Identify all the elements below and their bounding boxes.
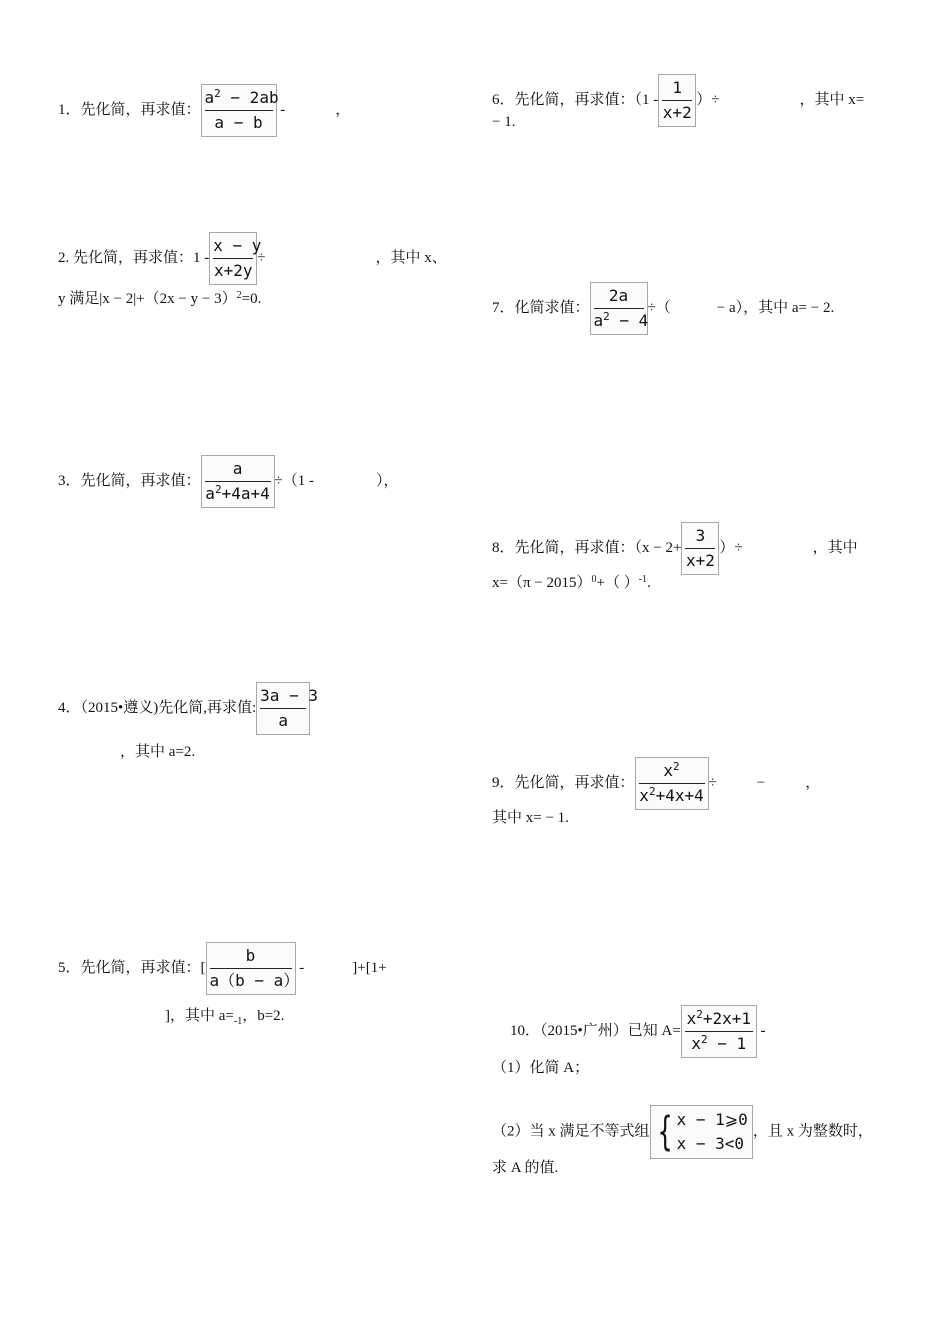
problem-8-line2: $x=(\pi - 2015)^0+$（ ）$^{-1}$.	[492, 574, 651, 591]
problem-10-q2-line2: 求 A 的值.	[492, 1160, 559, 1176]
problem-7-fraction: $\frac{2a}{a^2 - 4}$	[590, 282, 648, 335]
problem-1: 1．先化简，再求值： $\frac{a^2 - 2ab}{a - b}$ - ，	[58, 84, 350, 137]
problem-6-fraction: $\frac{1}{x+2}$	[658, 74, 696, 127]
problem-4: 4．（2015•遵义)先化简,再求值: $\frac{3a - 3}{a}$	[58, 682, 310, 735]
problem-3: 3．先化简，再求值： $\frac{a}{a^2+4a+4}$ ÷（1 - ），	[58, 455, 399, 508]
problem-1-text: 1．先化简，再求值：	[58, 101, 201, 118]
problem-9: 9．先化简，再求值： $\frac{x^2}{x^2+4x+4}$ ÷ − ，	[492, 757, 820, 810]
problem-1-fraction: $\frac{a^2 - 2ab}{a - b}$	[201, 84, 277, 137]
problem-2-line2: y 满足$|x - 2|+(2x - y - 3)^2=0$.	[58, 290, 262, 307]
problem-5-line2: ]，其中 $a=_{-1}$，b=2.	[165, 1008, 285, 1027]
problem-6: 6．先化简，再求值：（1 - $\frac{1}{x+2}$ ）÷ ，其中 x=	[492, 74, 864, 127]
problem-4-fraction: $\frac{3a - 3}{a}$	[256, 682, 310, 735]
problem-9-fraction: $\frac{x^2}{x^2+4x+4}$	[635, 757, 709, 810]
problem-10-q1: （1）化简 A；	[492, 1060, 590, 1076]
problem-7: 7．化简求值： $\frac{2a}{a^2 - 4}$ ÷（ − a），其中 a= − 2.	[492, 282, 834, 335]
problem-5: 5．先化简，再求值：[ $\frac{b}{a(b - a)}$ - ]+[1+	[58, 942, 387, 995]
problem-8: 8．先化简，再求值：（x − 2+ $\frac{3}{x+2}$ ）÷ ，其中	[492, 522, 858, 575]
problem-5-fraction: $\frac{b}{a(b - a)}$	[206, 942, 296, 995]
problem-9-line2: 其中 x= − 1.	[492, 810, 569, 826]
inequality-system: { x − 1⩾0 x − 3<0	[650, 1105, 753, 1159]
problem-10-q2: （2）当 x 满足不等式组 { x − 1⩾0 x − 3<0 ，且 x 为整数时，	[492, 1105, 873, 1159]
problem-10: 10．（2015•广州）已知 A= $\frac{x^2+2x+1}{x^2 - 1}$ -	[510, 1005, 766, 1058]
problem-2-fraction: $\frac{x - y}{x+2y}$	[209, 232, 257, 285]
problem-2: 2. 先化简，再求值：1 - $\frac{x - y}{x+2y}$ ÷ ，其中 x、	[58, 232, 447, 285]
problem-8-fraction: $\frac{3}{x+2}$	[681, 522, 719, 575]
problem-6-line2: − 1.	[492, 114, 516, 130]
problem-3-fraction: $\frac{a}{a^2+4a+4}$	[201, 455, 275, 508]
problem-4-line2: ，其中 a=2.	[120, 744, 196, 760]
problem-10-fraction: $\frac{x^2+2x+1}{x^2 - 1}$	[681, 1005, 757, 1058]
